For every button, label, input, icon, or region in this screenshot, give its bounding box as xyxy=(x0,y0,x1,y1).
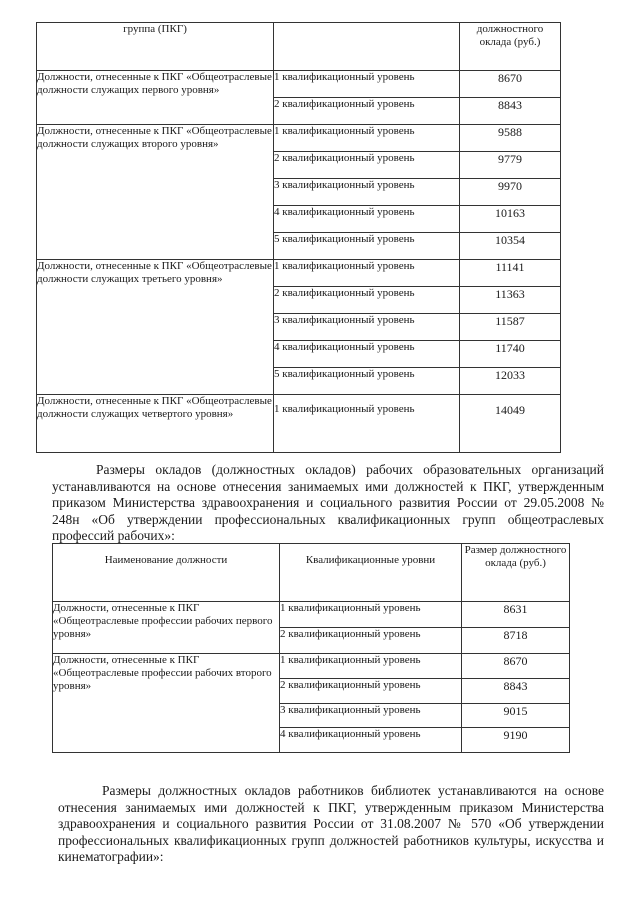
salary-cell: 9970 xyxy=(460,179,561,206)
level-cell: 3 квалификационный уровень xyxy=(280,704,462,728)
level-cell: 2 квалификационный уровень xyxy=(280,628,462,654)
group-name: Должности, отнесенные к ПКГ «Общеотраслевые профессии рабочих первого уровня» xyxy=(53,602,280,654)
level-cell: 3 квалификационный уровень xyxy=(274,314,460,341)
salary-cell: 8631 xyxy=(462,602,570,628)
salary-cell: 11587 xyxy=(460,314,561,341)
header-salary: должностного оклада (руб.) xyxy=(460,23,561,71)
table-row xyxy=(37,260,561,287)
table-row xyxy=(53,654,570,679)
salary-cell: 9779 xyxy=(460,152,561,179)
header-salary: Размер должностного оклада (руб.) xyxy=(462,544,570,602)
level-cell: 4 квалификационный уровень xyxy=(274,206,460,233)
salary-table-workers xyxy=(52,543,570,753)
header-group: группа (ПКГ) xyxy=(37,23,274,71)
level-cell: 3 квалификационный уровень xyxy=(274,179,460,206)
level-cell: 1 квалификационный уровень xyxy=(280,654,462,679)
salary-cell: 9588 xyxy=(460,125,561,152)
table-row xyxy=(37,71,561,98)
salary-cell: 9190 xyxy=(462,728,570,753)
salary-table-employees xyxy=(36,22,561,453)
group-name: Должности, отнесенные к ПКГ «Общеотраслевые должности служащих второго уровня» xyxy=(37,125,274,260)
header-level xyxy=(274,23,460,71)
salary-cell: 9015 xyxy=(462,704,570,728)
level-cell: 2 квалификационный уровень xyxy=(280,679,462,704)
level-cell: 2 квалификационный уровень xyxy=(274,287,460,314)
level-cell: 1 квалификационный уровень xyxy=(274,125,460,152)
header-level: Квалификационные уровни xyxy=(280,544,462,602)
group-name: Должности, отнесенные к ПКГ «Общеотраслевые должности служащих третьего уровня» xyxy=(37,260,274,395)
salary-cell: 8843 xyxy=(462,679,570,704)
level-cell: 1 квалификационный уровень xyxy=(274,71,460,98)
level-cell: 2 квалификационный уровень xyxy=(274,98,460,125)
table-header-row xyxy=(53,544,570,602)
level-cell: 4 квалификационный уровень xyxy=(274,341,460,368)
level-cell: 1 квалификационный уровень xyxy=(274,395,460,453)
group-name: Должности, отнесенные к ПКГ «Общеотраслевые профессии рабочих второго уровня» xyxy=(53,654,280,753)
group-name: Должности, отнесенные к ПКГ «Общеотраслевые должности служащих четвертого уровня» xyxy=(37,395,274,453)
paragraph-library-salaries: Размеры должностных окладов работников библиотек устанавливаются на основе отнесения занимаемых ими должностей к ПКГ, утвержденным приказом Министерства здравоохранения и социального развития России от 31.08.2007 № 570 «Об утверждении профессиональных квалификационных групп должностей работников культуры, искусства и кинематографии»: xyxy=(58,783,604,864)
salary-cell: 8843 xyxy=(460,98,561,125)
salary-cell: 8718 xyxy=(462,628,570,654)
level-cell: 1 квалификационный уровень xyxy=(280,602,462,628)
salary-cell: 14049 xyxy=(460,395,561,453)
level-cell: 5 квалификационный уровень xyxy=(274,368,460,395)
table-header-row xyxy=(37,23,561,71)
table-row xyxy=(37,395,561,453)
salary-cell: 10163 xyxy=(460,206,561,233)
level-cell: 4 квалификационный уровень xyxy=(280,728,462,753)
header-position: Наименование должности xyxy=(53,544,280,602)
level-cell: 1 квалификационный уровень xyxy=(274,260,460,287)
table-row xyxy=(53,602,570,628)
salary-cell: 11740 xyxy=(460,341,561,368)
table-row xyxy=(37,125,561,152)
salary-cell: 11363 xyxy=(460,287,561,314)
level-cell: 5 квалификационный уровень xyxy=(274,233,460,260)
salary-cell: 10354 xyxy=(460,233,561,260)
group-name: Должности, отнесенные к ПКГ «Общеотраслевые должности служащих первого уровня» xyxy=(37,71,274,125)
salary-cell: 12033 xyxy=(460,368,561,395)
salary-cell: 8670 xyxy=(460,71,561,98)
salary-cell: 11141 xyxy=(460,260,561,287)
salary-cell: 8670 xyxy=(462,654,570,679)
paragraph-workers-salaries: Размеры окладов (должностных окладов) рабочих образовательных организаций устанавливаются на основе отнесения занимаемых ими должностей к ПКГ, утвержденным приказом Министерства здравоохранения и социального развития России от 29.05.2008 № 248н «Об утверждении профессиональных квалификационных групп общеотраслевых профессий рабочих»: xyxy=(52,462,604,543)
level-cell: 2 квалификационный уровень xyxy=(274,152,460,179)
